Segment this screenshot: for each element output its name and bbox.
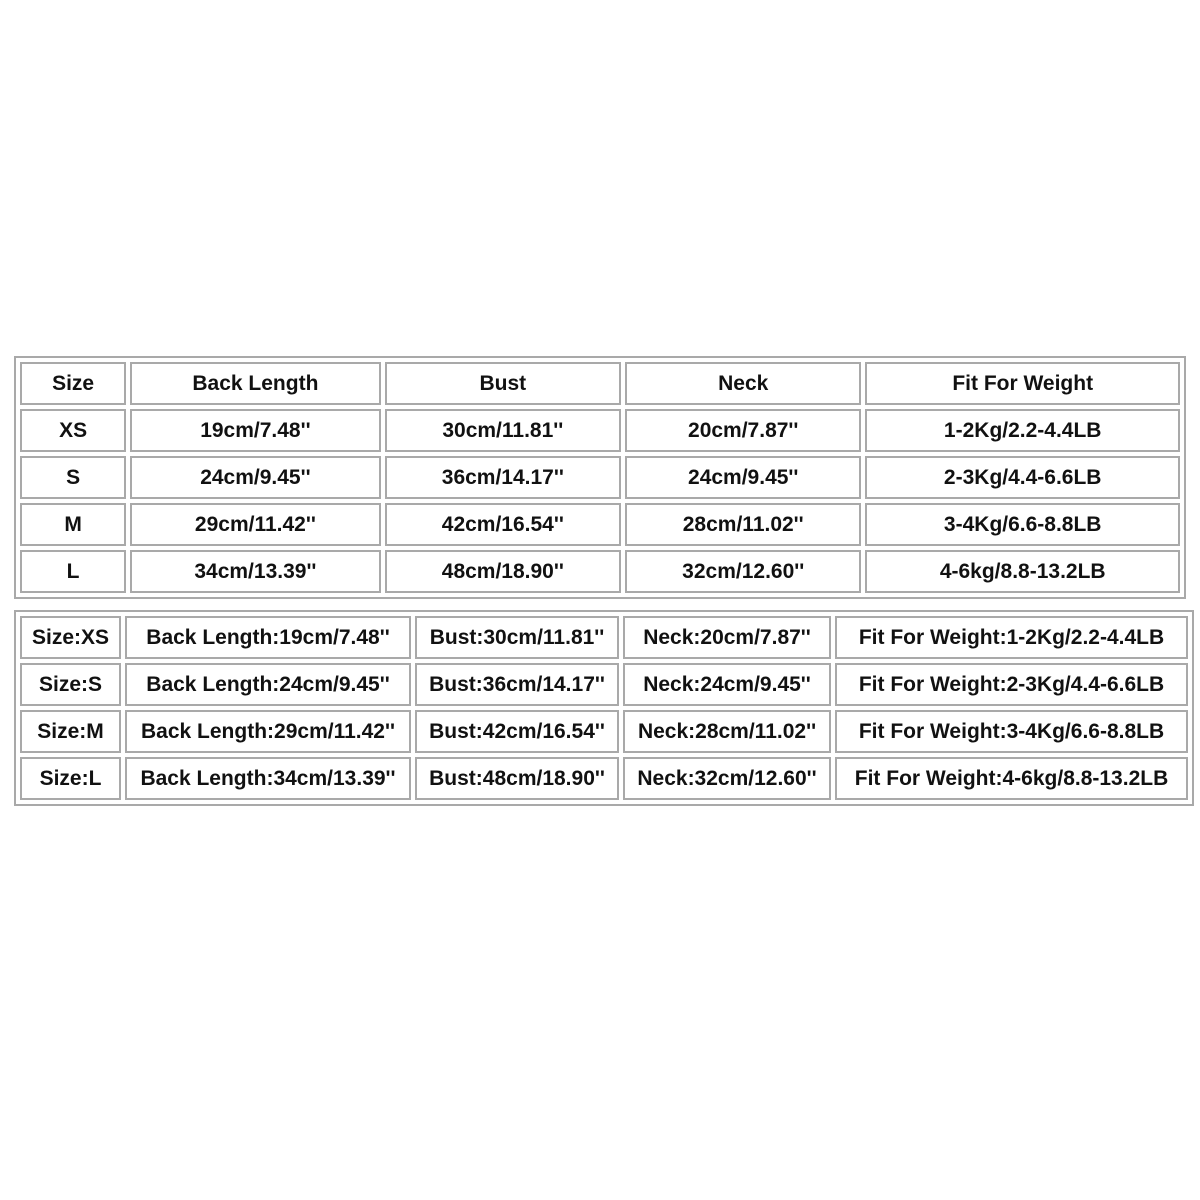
back-length-cell: Back Length:34cm/13.39'' (125, 757, 411, 800)
table-row (20, 757, 1188, 800)
size-cell: M (20, 503, 126, 546)
fit-for-weight-cell: Fit For Weight:3-4Kg/6.6-8.8LB (835, 710, 1188, 753)
size-chart-table-labeled (14, 610, 1194, 806)
table-row (20, 663, 1188, 706)
size-cell: XS (20, 409, 126, 452)
bust-cell: Bust:42cm/16.54'' (415, 710, 619, 753)
back-length-cell: 34cm/13.39'' (130, 550, 380, 593)
size-cell: Size:L (20, 757, 121, 800)
header-size: Size (20, 362, 126, 405)
bust-cell: 48cm/18.90'' (385, 550, 621, 593)
bust-cell: Bust:36cm/14.17'' (415, 663, 619, 706)
size-cell: Size:XS (20, 616, 121, 659)
size-cell: S (20, 456, 126, 499)
header-neck: Neck (625, 362, 861, 405)
table-row (20, 409, 1180, 452)
bust-cell: 42cm/16.54'' (385, 503, 621, 546)
table-row (20, 503, 1180, 546)
table-row (20, 710, 1188, 753)
neck-cell: Neck:20cm/7.87'' (623, 616, 831, 659)
header-back-length: Back Length (130, 362, 380, 405)
neck-cell: Neck:28cm/11.02'' (623, 710, 831, 753)
bust-cell: Bust:30cm/11.81'' (415, 616, 619, 659)
back-length-cell: 19cm/7.48'' (130, 409, 380, 452)
size-chart-table (14, 356, 1186, 599)
size-cell: Size:M (20, 710, 121, 753)
fit-for-weight-cell: 4-6kg/8.8-13.2LB (865, 550, 1180, 593)
neck-cell: 32cm/12.60'' (625, 550, 861, 593)
bust-cell: 36cm/14.17'' (385, 456, 621, 499)
fit-for-weight-cell: Fit For Weight:4-6kg/8.8-13.2LB (835, 757, 1188, 800)
neck-cell: 28cm/11.02'' (625, 503, 861, 546)
table-row (20, 456, 1180, 499)
back-length-cell: Back Length:29cm/11.42'' (125, 710, 411, 753)
back-length-cell: 29cm/11.42'' (130, 503, 380, 546)
fit-for-weight-cell: 3-4Kg/6.6-8.8LB (865, 503, 1180, 546)
table-row (20, 616, 1188, 659)
back-length-cell: Back Length:19cm/7.48'' (125, 616, 411, 659)
neck-cell: Neck:24cm/9.45'' (623, 663, 831, 706)
bust-cell: Bust:48cm/18.90'' (415, 757, 619, 800)
bust-cell: 30cm/11.81'' (385, 409, 621, 452)
back-length-cell: Back Length:24cm/9.45'' (125, 663, 411, 706)
back-length-cell: 24cm/9.45'' (130, 456, 380, 499)
size-cell: L (20, 550, 126, 593)
neck-cell: 20cm/7.87'' (625, 409, 861, 452)
fit-for-weight-cell: Fit For Weight:2-3Kg/4.4-6.6LB (835, 663, 1188, 706)
size-cell: Size:S (20, 663, 121, 706)
neck-cell: Neck:32cm/12.60'' (623, 757, 831, 800)
header-fit-for-weight: Fit For Weight (865, 362, 1180, 405)
table-header-row (20, 362, 1180, 405)
fit-for-weight-cell: 1-2Kg/2.2-4.4LB (865, 409, 1180, 452)
fit-for-weight-cell: Fit For Weight:1-2Kg/2.2-4.4LB (835, 616, 1188, 659)
header-bust: Bust (385, 362, 621, 405)
table-row (20, 550, 1180, 593)
neck-cell: 24cm/9.45'' (625, 456, 861, 499)
fit-for-weight-cell: 2-3Kg/4.4-6.6LB (865, 456, 1180, 499)
